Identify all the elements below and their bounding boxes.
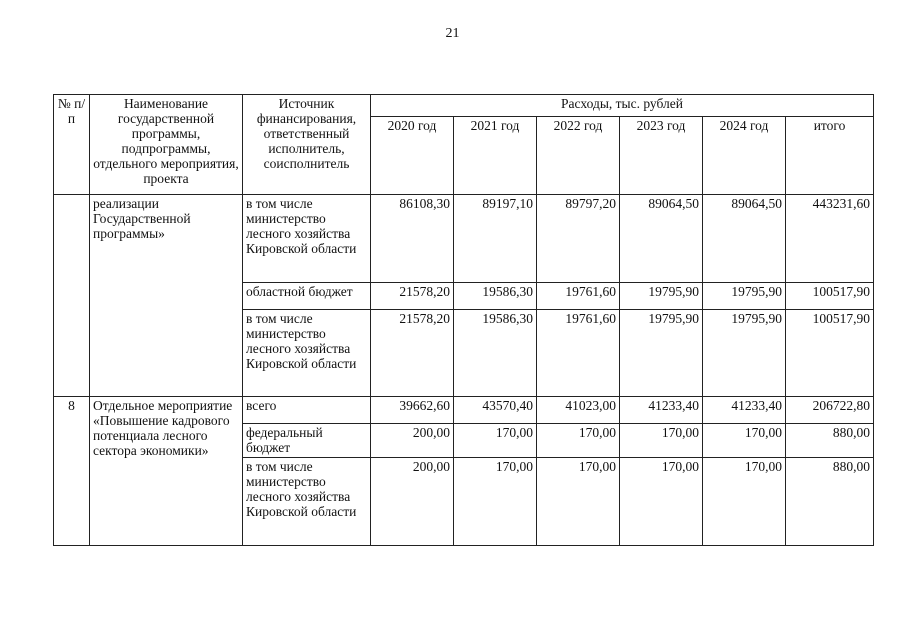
cell-2020: 200,00 (371, 458, 454, 546)
cell-total: 880,00 (786, 458, 874, 546)
cell-2021: 170,00 (454, 458, 537, 546)
row-num: 8 (54, 397, 90, 546)
cell-2021: 43570,40 (454, 397, 537, 424)
header-num: № п/п (54, 95, 90, 195)
cell-total: 100517,90 (786, 310, 874, 397)
budget-table (53, 94, 874, 546)
cell-2020: 39662,60 (371, 397, 454, 424)
cell-2020: 21578,20 (371, 283, 454, 310)
header-year-2021: 2021 год (454, 117, 537, 195)
row-num (54, 195, 90, 397)
row-name: реализации Государственной программы» (90, 195, 243, 397)
cell-2022: 19761,60 (537, 283, 620, 310)
cell-2023: 41233,40 (620, 397, 703, 424)
cell-2020: 86108,30 (371, 195, 454, 283)
row-name: Отдельное мероприятие «Повышение кадрового потенциала лесного сектора экономики» (90, 397, 243, 546)
cell-2021: 89197,10 (454, 195, 537, 283)
cell-total: 443231,60 (786, 195, 874, 283)
cell-2024: 41233,40 (703, 397, 786, 424)
cell-2024: 19795,90 (703, 310, 786, 397)
cell-2022: 41023,00 (537, 397, 620, 424)
cell-2023: 19795,90 (620, 310, 703, 397)
cell-2020: 21578,20 (371, 310, 454, 397)
header-year-2024: 2024 год (703, 117, 786, 195)
row-source: в том числе министерство лесного хозяйства Кировской области (243, 310, 371, 397)
header-year-2022: 2022 год (537, 117, 620, 195)
header-year-2020: 2020 год (371, 117, 454, 195)
row-source: в том числе министерство лесного хозяйства Кировской области (243, 195, 371, 283)
header-expenses: Расходы, тыс. рублей (371, 95, 874, 117)
cell-2023: 170,00 (620, 458, 703, 546)
cell-2022: 170,00 (537, 424, 620, 458)
cell-2024: 170,00 (703, 424, 786, 458)
row-source: областной бюджет (243, 283, 371, 310)
cell-2024: 170,00 (703, 458, 786, 546)
header-row (54, 95, 874, 117)
header-total: итого (786, 117, 874, 195)
cell-2023: 170,00 (620, 424, 703, 458)
cell-total: 100517,90 (786, 283, 874, 310)
cell-2022: 19761,60 (537, 310, 620, 397)
page-number: 21 (445, 26, 460, 41)
header-name: Наименование государственной программы, подпрограммы, отдельного мероприятия, проекта (90, 95, 243, 195)
table-row (54, 397, 874, 424)
cell-2024: 89064,50 (703, 195, 786, 283)
cell-total: 206722,80 (786, 397, 874, 424)
cell-2024: 19795,90 (703, 283, 786, 310)
cell-total: 880,00 (786, 424, 874, 458)
row-source: федеральный бюджет (243, 424, 371, 458)
header-year-2023: 2023 год (620, 117, 703, 195)
cell-2021: 19586,30 (454, 310, 537, 397)
header-source: Источник финансирования, ответственный исполнитель, соисполнитель (243, 95, 371, 195)
cell-2023: 89064,50 (620, 195, 703, 283)
cell-2023: 19795,90 (620, 283, 703, 310)
cell-2021: 19586,30 (454, 283, 537, 310)
table-row (54, 195, 874, 283)
row-source: всего (243, 397, 371, 424)
row-source: в том числе министерство лесного хозяйства Кировской области (243, 458, 371, 546)
cell-2022: 170,00 (537, 458, 620, 546)
cell-2020: 200,00 (371, 424, 454, 458)
cell-2022: 89797,20 (537, 195, 620, 283)
cell-2021: 170,00 (454, 424, 537, 458)
